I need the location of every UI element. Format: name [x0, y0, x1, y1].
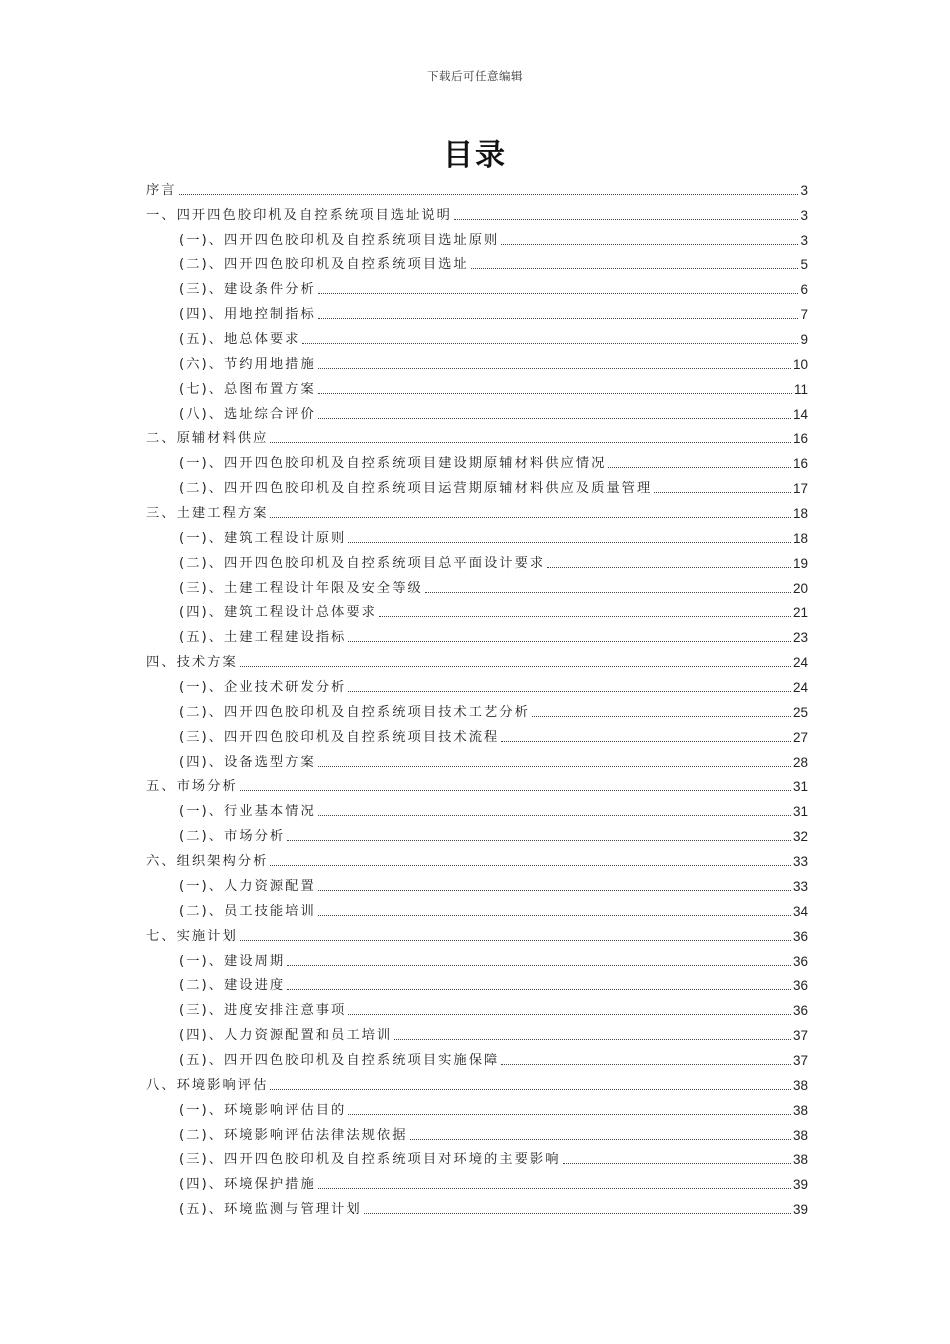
- toc-entry-label: 序言: [146, 182, 177, 198]
- toc-entry-label: (四)、人力资源配置和员工培训: [179, 1028, 393, 1044]
- toc-entry-page-number: 23: [792, 630, 808, 646]
- toc-subentry[interactable]: [146, 1120, 808, 1145]
- toc-entry-label: (三)、四开四色胶印机及自控系统项目技术流程: [179, 729, 500, 745]
- toc-dot-leader: [270, 1089, 791, 1090]
- toc-entry-page-number: 3: [800, 182, 808, 198]
- toc-entry-page-number: 24: [792, 655, 808, 671]
- toc-entry[interactable]: [146, 200, 808, 225]
- toc-dot-leader: [240, 940, 791, 941]
- toc-entry-page-number: 16: [792, 431, 808, 447]
- toc-dot-leader: [302, 343, 798, 344]
- toc-dot-leader: [501, 741, 791, 742]
- toc-entry-page-number: 3: [800, 207, 808, 223]
- toc-entry-label: (七)、总图布置方案: [179, 381, 316, 397]
- toc-dot-leader: [348, 641, 791, 642]
- toc-entry-label: (五)、四开四色胶印机及自控系统项目实施保障: [179, 1052, 500, 1068]
- toc-entry-page-number: 36: [792, 953, 808, 969]
- toc-subentry[interactable]: [146, 1045, 808, 1070]
- toc-entry-page-number: 5: [800, 257, 808, 273]
- toc-entry-page-number: 36: [792, 1003, 808, 1019]
- toc-dot-leader: [563, 1163, 791, 1164]
- toc-subentry[interactable]: [146, 697, 808, 722]
- toc-dot-leader: [287, 840, 791, 841]
- toc-entry-label: (二)、员工技能培训: [179, 903, 316, 919]
- table-of-contents: [146, 175, 808, 1219]
- toc-dot-leader: [179, 194, 799, 195]
- toc-entry-page-number: 16: [792, 456, 808, 472]
- toc-dot-leader: [471, 268, 799, 269]
- toc-entry[interactable]: [146, 175, 808, 200]
- toc-subentry[interactable]: [146, 896, 808, 921]
- toc-entry-label: (四)、设备选型方案: [179, 754, 316, 770]
- toc-entry-page-number: 24: [792, 680, 808, 696]
- toc-dot-leader: [318, 766, 791, 767]
- toc-dot-leader: [270, 865, 791, 866]
- toc-entry-page-number: 18: [792, 530, 808, 546]
- toc-entry-page-number: 36: [792, 978, 808, 994]
- toc-entry-page-number: 33: [792, 878, 808, 894]
- toc-subentry[interactable]: [146, 995, 808, 1020]
- toc-entry-page-number: 9: [800, 332, 808, 348]
- toc-entry-page-number: 31: [792, 779, 808, 795]
- toc-entry[interactable]: [146, 647, 808, 672]
- toc-entry-label: (四)、建筑工程设计总体要求: [179, 605, 377, 621]
- toc-entry-page-number: 27: [792, 729, 808, 745]
- toc-subentry[interactable]: [146, 399, 808, 424]
- toc-entry-page-number: 38: [792, 1127, 808, 1143]
- toc-entry-page-number: 14: [792, 406, 808, 422]
- toc-subentry[interactable]: [146, 796, 808, 821]
- toc-subentry[interactable]: [146, 1145, 808, 1170]
- toc-subentry[interactable]: [146, 946, 808, 971]
- toc-entry-label: (五)、地总体要求: [179, 332, 301, 348]
- toc-entry-label: 六、组织架构分析: [146, 854, 269, 870]
- toc-dot-leader: [410, 1139, 791, 1140]
- toc-entry-page-number: 32: [792, 829, 808, 845]
- toc-dot-leader: [501, 244, 798, 245]
- toc-dot-leader: [348, 542, 791, 543]
- toc-entry-page-number: 17: [792, 481, 808, 497]
- toc-entry-label: (八)、选址综合评价: [179, 406, 316, 422]
- toc-subentry[interactable]: [146, 225, 808, 250]
- toc-entry-label: (一)、建设周期: [179, 953, 286, 969]
- toc-entry-label: 七、实施计划: [146, 928, 238, 944]
- toc-title: 目录: [443, 138, 507, 173]
- toc-entry-label: (二)、四开四色胶印机及自控系统项目技术工艺分析: [179, 704, 530, 720]
- toc-entry-page-number: 34: [792, 903, 808, 919]
- toc-subentry[interactable]: [146, 324, 808, 349]
- toc-dot-leader: [608, 467, 791, 468]
- toc-subentry[interactable]: [146, 374, 808, 399]
- toc-dot-leader: [425, 592, 791, 593]
- toc-entry-label: (二)、四开四色胶印机及自控系统项目选址: [179, 257, 469, 273]
- toc-subentry[interactable]: [146, 1194, 808, 1219]
- toc-dot-leader: [501, 1064, 791, 1065]
- toc-subentry[interactable]: [146, 473, 808, 498]
- toc-dot-leader: [348, 1114, 791, 1115]
- toc-entry-label: (二)、市场分析: [179, 829, 286, 845]
- toc-entry-page-number: 38: [792, 1152, 808, 1168]
- toc-dot-leader: [270, 517, 791, 518]
- toc-dot-leader: [532, 716, 791, 717]
- toc-subentry[interactable]: [146, 299, 808, 324]
- toc-entry-page-number: 3: [800, 232, 808, 248]
- toc-entry-page-number: 37: [792, 1052, 808, 1068]
- toc-entry-page-number: 25: [792, 704, 808, 720]
- toc-entry-label: 三、土建工程方案: [146, 506, 269, 522]
- toc-entry[interactable]: [146, 772, 808, 797]
- toc-dot-leader: [454, 219, 799, 220]
- toc-subentry[interactable]: [146, 349, 808, 374]
- toc-subentry[interactable]: [146, 821, 808, 846]
- toc-dot-leader: [318, 293, 799, 294]
- toc-subentry[interactable]: [146, 1095, 808, 1120]
- toc-entry-label: (一)、四开四色胶印机及自控系统项目选址原则: [179, 232, 500, 248]
- toc-entry-label: (一)、企业技术研发分析: [179, 680, 347, 696]
- toc-dot-leader: [287, 965, 791, 966]
- toc-entry-page-number: 33: [792, 854, 808, 870]
- toc-dot-leader: [270, 442, 791, 443]
- toc-subentry[interactable]: [146, 871, 808, 896]
- toc-entry-label: (五)、土建工程建设指标: [179, 630, 347, 646]
- toc-entry-label: (五)、环境监测与管理计划: [179, 1202, 362, 1218]
- toc-subentry[interactable]: [146, 722, 808, 747]
- toc-entry-page-number: 39: [792, 1177, 808, 1193]
- toc-entry-label: 八、环境影响评估: [146, 1077, 269, 1093]
- toc-entry-label: (一)、行业基本情况: [179, 804, 316, 820]
- toc-subentry[interactable]: [146, 747, 808, 772]
- toc-entry-label: (六)、节约用地措施: [179, 356, 316, 372]
- toc-dot-leader: [318, 915, 791, 916]
- toc-dot-leader: [318, 318, 799, 319]
- toc-dot-leader: [318, 890, 791, 891]
- toc-dot-leader: [547, 567, 791, 568]
- toc-entry-label: (一)、环境影响评估目的: [179, 1102, 347, 1118]
- toc-entry-label: 一、四开四色胶印机及自控系统项目选址说明: [146, 207, 452, 223]
- toc-entry[interactable]: [146, 498, 808, 523]
- toc-entry[interactable]: [146, 846, 808, 871]
- toc-entry-label: 五、市场分析: [146, 779, 238, 795]
- toc-entry-label: (一)、四开四色胶印机及自控系统项目建设期原辅材料供应情况: [179, 456, 607, 472]
- toc-entry-label: (一)、人力资源配置: [179, 878, 316, 894]
- toc-dot-leader: [348, 1014, 791, 1015]
- toc-entry-page-number: 37: [792, 1028, 808, 1044]
- toc-subentry[interactable]: [146, 598, 808, 623]
- toc-entry[interactable]: [146, 1070, 808, 1095]
- toc-entry-label: (二)、四开四色胶印机及自控系统项目总平面设计要求: [179, 555, 546, 571]
- toc-entry-page-number: 21: [792, 605, 808, 621]
- toc-entry-label: (二)、环境影响评估法律法规依据: [179, 1127, 408, 1143]
- toc-entry-page-number: 19: [792, 555, 808, 571]
- toc-subentry[interactable]: [146, 672, 808, 697]
- toc-entry-label: (一)、建筑工程设计原则: [179, 530, 347, 546]
- toc-subentry[interactable]: [146, 1020, 808, 1045]
- toc-entry-page-number: 31: [792, 804, 808, 820]
- toc-entry-label: 二、原辅材料供应: [146, 431, 269, 447]
- toc-subentry[interactable]: [146, 523, 808, 548]
- toc-entry-label: (三)、四开四色胶印机及自控系统项目对环境的主要影响: [179, 1152, 561, 1168]
- toc-entry-page-number: 28: [792, 754, 808, 770]
- toc-subentry[interactable]: [146, 250, 808, 275]
- toc-entry[interactable]: [146, 424, 808, 449]
- toc-subentry[interactable]: [146, 573, 808, 598]
- toc-entry-page-number: 38: [792, 1077, 808, 1093]
- toc-entry-page-number: 7: [800, 307, 808, 323]
- toc-entry[interactable]: [146, 921, 808, 946]
- toc-entry-page-number: 10: [792, 356, 808, 372]
- toc-dot-leader: [318, 1188, 791, 1189]
- toc-dot-leader: [240, 790, 791, 791]
- toc-dot-leader: [318, 393, 792, 394]
- toc-entry-page-number: 6: [800, 282, 808, 298]
- toc-dot-leader: [379, 616, 791, 617]
- toc-dot-leader: [364, 1213, 791, 1214]
- toc-dot-leader: [348, 691, 791, 692]
- toc-entry-page-number: 38: [792, 1102, 808, 1118]
- toc-dot-leader: [394, 1039, 791, 1040]
- toc-subentry[interactable]: [146, 1169, 808, 1194]
- toc-entry-page-number: 18: [792, 506, 808, 522]
- toc-entry-label: (四)、环境保护措施: [179, 1177, 316, 1193]
- toc-dot-leader: [240, 666, 791, 667]
- toc-entry-label: (三)、建设条件分析: [179, 282, 316, 298]
- toc-dot-leader: [318, 418, 791, 419]
- toc-entry-label: (二)、四开四色胶印机及自控系统项目运营期原辅材料供应及质量管理: [179, 481, 653, 497]
- toc-subentry[interactable]: [146, 622, 808, 647]
- toc-subentry[interactable]: [146, 971, 808, 996]
- toc-entry-page-number: 36: [792, 928, 808, 944]
- toc-entry-label: 四、技术方案: [146, 655, 238, 671]
- toc-entry-label: (三)、土建工程设计年限及安全等级: [179, 580, 423, 596]
- toc-dot-leader: [654, 492, 791, 493]
- toc-entry-label: (三)、进度安排注意事项: [179, 1003, 347, 1019]
- toc-entry-label: (二)、建设进度: [179, 978, 286, 994]
- toc-entry-page-number: 11: [793, 381, 808, 397]
- header-note: 下载后可任意编辑: [427, 69, 523, 83]
- toc-dot-leader: [318, 368, 791, 369]
- toc-subentry[interactable]: [146, 448, 808, 473]
- toc-entry-page-number: 39: [792, 1202, 808, 1218]
- toc-entry-page-number: 20: [792, 580, 808, 596]
- toc-subentry[interactable]: [146, 274, 808, 299]
- toc-dot-leader: [287, 989, 791, 990]
- toc-dot-leader: [318, 815, 791, 816]
- toc-subentry[interactable]: [146, 548, 808, 573]
- toc-entry-label: (四)、用地控制指标: [179, 307, 316, 323]
